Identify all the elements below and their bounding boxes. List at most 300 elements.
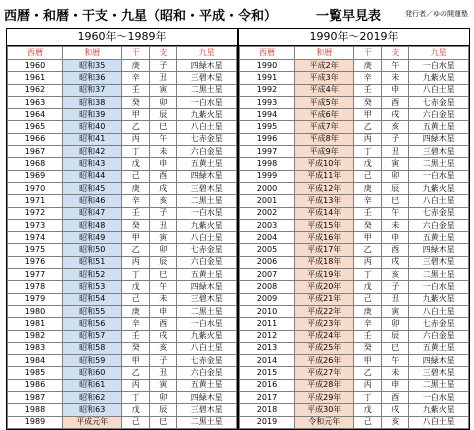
table-row [240, 256, 469, 268]
cell-kan: 辛 [354, 318, 381, 330]
cell-eto: 辰 [381, 330, 408, 342]
table-row [240, 109, 469, 121]
cell-kan: 壬 [354, 84, 381, 96]
cell-star: 六白金星 [177, 146, 237, 158]
cell-eto: 亥 [381, 121, 408, 133]
cell-year: 2016 [240, 379, 295, 391]
cell-year: 2005 [240, 244, 295, 256]
cell-year: 2015 [240, 367, 295, 379]
cell-era: 昭和41 [62, 133, 122, 145]
table-row [240, 416, 469, 428]
cell-kan: 丙 [122, 133, 149, 145]
header-kan: 干 [354, 47, 381, 60]
cell-eto: 寅 [149, 84, 176, 96]
cell-star: 三碧木星 [409, 146, 469, 158]
cell-kan: 乙 [122, 121, 149, 133]
table-row [8, 318, 237, 330]
cell-kan: 壬 [122, 84, 149, 96]
cell-era: 昭和56 [62, 318, 122, 330]
table-row [8, 404, 237, 416]
cell-eto: 亥 [149, 342, 176, 354]
table-row [240, 232, 469, 244]
cell-era: 令和元年 [294, 416, 354, 428]
cell-star: 一白水星 [177, 318, 237, 330]
header-star: 九星 [409, 47, 469, 60]
table-row [240, 182, 469, 194]
cell-star: 一白水星 [177, 96, 237, 108]
cell-year: 1988 [8, 404, 63, 416]
cell-era: 平成26年 [294, 355, 354, 367]
cell-year: 1971 [8, 195, 63, 207]
cell-star: 一白水星 [409, 392, 469, 404]
cell-kan: 丁 [122, 146, 149, 158]
cell-year: 2011 [240, 318, 295, 330]
cell-year: 1976 [8, 256, 63, 268]
header-era: 和暦 [294, 47, 354, 60]
cell-kan: 乙 [354, 367, 381, 379]
right-header-row [240, 47, 469, 60]
cell-era: 平成14年 [294, 207, 354, 219]
cell-kan: 戊 [122, 404, 149, 416]
left-panel [6, 28, 238, 430]
cell-era: 昭和49 [62, 232, 122, 244]
cell-kan: 丙 [354, 379, 381, 391]
table-row [240, 330, 469, 342]
cell-star: 五黄土星 [177, 269, 237, 281]
cell-year: 1973 [8, 219, 63, 231]
cell-era: 昭和38 [62, 96, 122, 108]
table-row [8, 244, 237, 256]
cell-kan: 癸 [354, 96, 381, 108]
cell-kan: 辛 [122, 318, 149, 330]
cell-year: 1974 [8, 232, 63, 244]
cell-kan: 庚 [354, 182, 381, 194]
cell-era: 平成元年 [62, 416, 122, 428]
table-row [240, 195, 469, 207]
cell-year: 1967 [8, 146, 63, 158]
cell-era: 昭和45 [62, 182, 122, 194]
cell-eto: 亥 [381, 416, 408, 428]
cell-era: 昭和58 [62, 342, 122, 354]
cell-star: 九紫火星 [409, 293, 469, 305]
table-row [240, 170, 469, 182]
cell-eto: 未 [149, 293, 176, 305]
table-row [8, 121, 237, 133]
cell-eto: 戌 [381, 404, 408, 416]
cell-kan: 壬 [354, 207, 381, 219]
cell-year: 1990 [240, 60, 295, 72]
cell-year: 1977 [8, 269, 63, 281]
cell-star: 七赤金星 [177, 244, 237, 256]
cell-star: 六白金星 [409, 330, 469, 342]
cell-era: 昭和51 [62, 256, 122, 268]
cell-star: 六白金星 [177, 367, 237, 379]
cell-kan: 丁 [122, 269, 149, 281]
header-star: 九星 [177, 47, 237, 60]
cell-kan: 乙 [354, 121, 381, 133]
cell-star: 九紫火星 [409, 72, 469, 84]
cell-star: 三碧木星 [177, 404, 237, 416]
table-row [8, 269, 237, 281]
cell-year: 1975 [8, 244, 63, 256]
title-sub: 一覧早見表 [316, 9, 382, 24]
header-year: 西暦 [8, 47, 63, 60]
cell-star: 三碧木星 [177, 72, 237, 84]
cell-kan: 戊 [122, 158, 149, 170]
cell-star: 七赤金星 [177, 133, 237, 145]
table-row [240, 72, 469, 84]
cell-era: 昭和46 [62, 195, 122, 207]
cell-era: 昭和62 [62, 392, 122, 404]
header-era: 和暦 [62, 47, 122, 60]
publisher-label: 発行者／ゆの開運塾 [405, 10, 468, 18]
table-row [240, 379, 469, 391]
cell-star: 三碧木星 [409, 256, 469, 268]
cell-era: 平成27年 [294, 367, 354, 379]
table-row [8, 96, 237, 108]
cell-era: 平成29年 [294, 392, 354, 404]
cell-era: 昭和59 [62, 355, 122, 367]
cell-kan: 己 [122, 293, 149, 305]
cell-eto: 寅 [381, 305, 408, 317]
cell-year: 1985 [8, 367, 63, 379]
cell-kan: 戊 [354, 404, 381, 416]
cell-year: 2009 [240, 293, 295, 305]
cell-eto: 未 [381, 367, 408, 379]
cell-era: 平成28年 [294, 379, 354, 391]
cell-eto: 申 [149, 158, 176, 170]
table-row [8, 305, 237, 317]
cell-kan: 甲 [122, 355, 149, 367]
cell-kan: 戊 [354, 158, 381, 170]
cell-era: 昭和55 [62, 305, 122, 317]
cell-era: 平成20年 [294, 281, 354, 293]
table-row [8, 84, 237, 96]
cell-year: 1983 [8, 342, 63, 354]
cell-eto: 午 [149, 281, 176, 293]
cell-year: 1978 [8, 281, 63, 293]
cell-kan: 乙 [122, 367, 149, 379]
header-kan: 干 [122, 47, 149, 60]
cell-eto: 寅 [381, 158, 408, 170]
cell-year: 1995 [240, 121, 295, 133]
table-row [8, 219, 237, 231]
cell-star: 七赤金星 [177, 355, 237, 367]
table-row [240, 293, 469, 305]
cell-year: 1981 [8, 318, 63, 330]
table-row [240, 207, 469, 219]
cell-eto: 丑 [381, 146, 408, 158]
cell-year: 1972 [8, 207, 63, 219]
cell-star: 二黒土星 [409, 379, 469, 391]
table-row [240, 318, 469, 330]
cell-era: 平成8年 [294, 133, 354, 145]
cell-year: 2010 [240, 305, 295, 317]
cell-eto: 卯 [381, 170, 408, 182]
cell-year: 2008 [240, 281, 295, 293]
table-row [8, 392, 237, 404]
table-row [240, 355, 469, 367]
header-eto: 支 [381, 47, 408, 60]
left-range-title: 1960年～1989年 [7, 29, 237, 46]
cell-year: 1998 [240, 158, 295, 170]
cell-eto: 寅 [149, 379, 176, 391]
cell-eto: 亥 [149, 195, 176, 207]
cell-era: 昭和54 [62, 293, 122, 305]
cell-year: 1979 [8, 293, 63, 305]
cell-star: 八白土星 [177, 342, 237, 354]
cell-year: 1968 [8, 158, 63, 170]
cell-kan: 丁 [354, 392, 381, 404]
cell-kan: 丁 [354, 269, 381, 281]
cell-year: 1986 [8, 379, 63, 391]
cell-era: 平成16年 [294, 232, 354, 244]
cell-eto: 戌 [381, 256, 408, 268]
table-row [8, 379, 237, 391]
cell-year: 1960 [8, 60, 63, 72]
table-row [8, 232, 237, 244]
table-row [8, 72, 237, 84]
cell-eto: 戌 [149, 330, 176, 342]
left-table [7, 46, 237, 429]
cell-year: 1966 [8, 133, 63, 145]
cell-year: 2002 [240, 207, 295, 219]
cell-kan: 己 [354, 416, 381, 428]
cell-kan: 辛 [122, 72, 149, 84]
cell-era: 昭和57 [62, 330, 122, 342]
cell-star: 二黒土星 [177, 416, 237, 428]
table-row [240, 281, 469, 293]
table-row [240, 219, 469, 231]
cell-eto: 丑 [149, 367, 176, 379]
cell-kan: 甲 [354, 232, 381, 244]
cell-year: 1982 [8, 330, 63, 342]
cell-star: 二黒土星 [177, 305, 237, 317]
cell-star: 七赤金星 [409, 96, 469, 108]
cell-era: 平成18年 [294, 256, 354, 268]
cell-kan: 庚 [354, 305, 381, 317]
cell-era: 昭和60 [62, 367, 122, 379]
cell-kan: 癸 [354, 219, 381, 231]
cell-eto: 丑 [381, 293, 408, 305]
table-row [8, 133, 237, 145]
table-row [8, 355, 237, 367]
cell-eto: 子 [149, 207, 176, 219]
cell-era: 平成30年 [294, 404, 354, 416]
cell-era: 平成19年 [294, 269, 354, 281]
cell-year: 1969 [8, 170, 63, 182]
cell-era: 平成23年 [294, 318, 354, 330]
table-row [8, 367, 237, 379]
cell-star: 四緑木星 [409, 133, 469, 145]
cell-eto: 申 [149, 305, 176, 317]
cell-eto: 午 [381, 60, 408, 72]
cell-kan: 癸 [354, 342, 381, 354]
cell-kan: 壬 [122, 330, 149, 342]
table-row [8, 60, 237, 72]
cell-star: 四緑木星 [177, 170, 237, 182]
cell-kan: 己 [354, 293, 381, 305]
cell-era: 平成10年 [294, 158, 354, 170]
cell-era: 平成4年 [294, 84, 354, 96]
table-row [240, 367, 469, 379]
cell-kan: 戊 [354, 281, 381, 293]
page-title [4, 5, 382, 24]
table-row [240, 133, 469, 145]
cell-star: 九紫火星 [409, 404, 469, 416]
cell-year: 2013 [240, 342, 295, 354]
cell-star: 六白金星 [409, 109, 469, 121]
cell-year: 1964 [8, 109, 63, 121]
cell-era: 昭和43 [62, 158, 122, 170]
cell-star: 八白土星 [177, 121, 237, 133]
cell-star: 五黄土星 [177, 158, 237, 170]
cell-kan: 丁 [354, 146, 381, 158]
cell-star: 三碧木星 [177, 293, 237, 305]
cell-era: 平成15年 [294, 219, 354, 231]
cell-year: 1996 [240, 133, 295, 145]
table-row [240, 96, 469, 108]
cell-eto: 酉 [381, 392, 408, 404]
cell-kan: 甲 [122, 109, 149, 121]
cell-star: 九紫火星 [177, 330, 237, 342]
cell-kan: 丙 [122, 379, 149, 391]
cell-year: 2017 [240, 392, 295, 404]
cell-kan: 丙 [122, 256, 149, 268]
cell-star: 六白金星 [177, 256, 237, 268]
cell-star: 八白土星 [409, 305, 469, 317]
cell-star: 一白水星 [177, 207, 237, 219]
cell-kan: 丙 [354, 133, 381, 145]
cell-star: 八白土星 [177, 232, 237, 244]
cell-kan: 丁 [122, 392, 149, 404]
cell-kan: 己 [122, 170, 149, 182]
cell-era: 平成9年 [294, 146, 354, 158]
cell-kan: 甲 [354, 355, 381, 367]
table-row [8, 109, 237, 121]
cell-star: 一白水星 [409, 170, 469, 182]
cell-kan: 丙 [354, 256, 381, 268]
cell-kan: 己 [122, 416, 149, 428]
cell-star: 五黄土星 [177, 379, 237, 391]
cell-year: 2007 [240, 269, 295, 281]
cell-eto: 午 [149, 133, 176, 145]
cell-era: 昭和37 [62, 84, 122, 96]
cell-eto: 酉 [149, 318, 176, 330]
left-header-row [8, 47, 237, 60]
cell-year: 1962 [8, 84, 63, 96]
title-main: 西暦・和暦・干支・九星（昭和・平成・令和） [4, 9, 278, 24]
cell-star: 二黒土星 [409, 158, 469, 170]
cell-year: 2014 [240, 355, 295, 367]
cell-era: 昭和36 [62, 72, 122, 84]
cell-year: 1994 [240, 109, 295, 121]
cell-star: 二黒土星 [177, 195, 237, 207]
table-row [8, 330, 237, 342]
cell-eto: 卯 [149, 96, 176, 108]
cell-eto: 申 [381, 84, 408, 96]
table-row [240, 342, 469, 354]
table-row [8, 195, 237, 207]
table-row [8, 416, 237, 428]
cell-kan: 己 [354, 170, 381, 182]
cell-era: 昭和39 [62, 109, 122, 121]
cell-star: 九紫火星 [177, 219, 237, 231]
cell-eto: 辰 [149, 404, 176, 416]
table-row [240, 305, 469, 317]
cell-eto: 酉 [149, 170, 176, 182]
cell-star: 八白土星 [409, 84, 469, 96]
cell-eto: 未 [381, 219, 408, 231]
cell-era: 平成6年 [294, 109, 354, 121]
cell-year: 1993 [240, 96, 295, 108]
cell-year: 2012 [240, 330, 295, 342]
cell-era: 平成3年 [294, 72, 354, 84]
cell-eto: 子 [381, 133, 408, 145]
cell-era: 平成7年 [294, 121, 354, 133]
cell-eto: 子 [149, 60, 176, 72]
cell-year: 1963 [8, 96, 63, 108]
cell-star: 八白土星 [409, 416, 469, 428]
table-row [240, 404, 469, 416]
cell-kan: 辛 [122, 195, 149, 207]
cell-year: 1989 [8, 416, 63, 428]
cell-eto: 戌 [381, 109, 408, 121]
table-row [8, 342, 237, 354]
cell-year: 1961 [8, 72, 63, 84]
cell-eto: 卯 [381, 318, 408, 330]
cell-star: 七赤金星 [409, 207, 469, 219]
cell-star: 五黄土星 [409, 121, 469, 133]
cell-star: 七赤金星 [409, 318, 469, 330]
cell-year: 1999 [240, 170, 295, 182]
cell-eto: 寅 [149, 232, 176, 244]
cell-eto: 巳 [381, 342, 408, 354]
cell-kan: 辛 [354, 72, 381, 84]
cell-era: 昭和47 [62, 207, 122, 219]
cell-star: 二黒土星 [177, 84, 237, 96]
cell-era: 平成17年 [294, 244, 354, 256]
cell-year: 2019 [240, 416, 295, 428]
cell-year: 1965 [8, 121, 63, 133]
table-row [240, 392, 469, 404]
cell-year: 1991 [240, 72, 295, 84]
cell-era: 平成24年 [294, 330, 354, 342]
table-row [8, 281, 237, 293]
cell-kan: 壬 [354, 330, 381, 342]
table-row [8, 256, 237, 268]
cell-eto: 亥 [381, 269, 408, 281]
cell-kan: 壬 [122, 207, 149, 219]
cell-era: 平成22年 [294, 305, 354, 317]
cell-era: 昭和61 [62, 379, 122, 391]
header-eto: 支 [149, 47, 176, 60]
cell-year: 2006 [240, 256, 295, 268]
cell-era: 昭和52 [62, 269, 122, 281]
cell-year: 2000 [240, 182, 295, 194]
cell-era: 平成2年 [294, 60, 354, 72]
table-row [240, 244, 469, 256]
cell-kan: 辛 [354, 195, 381, 207]
cell-eto: 酉 [381, 96, 408, 108]
cell-era: 平成5年 [294, 96, 354, 108]
cell-star: 四緑木星 [409, 244, 469, 256]
table-row [8, 158, 237, 170]
cell-era: 昭和63 [62, 404, 122, 416]
cell-kan: 癸 [122, 219, 149, 231]
cell-star: 九紫火星 [409, 182, 469, 194]
cell-star: 四緑木星 [177, 281, 237, 293]
